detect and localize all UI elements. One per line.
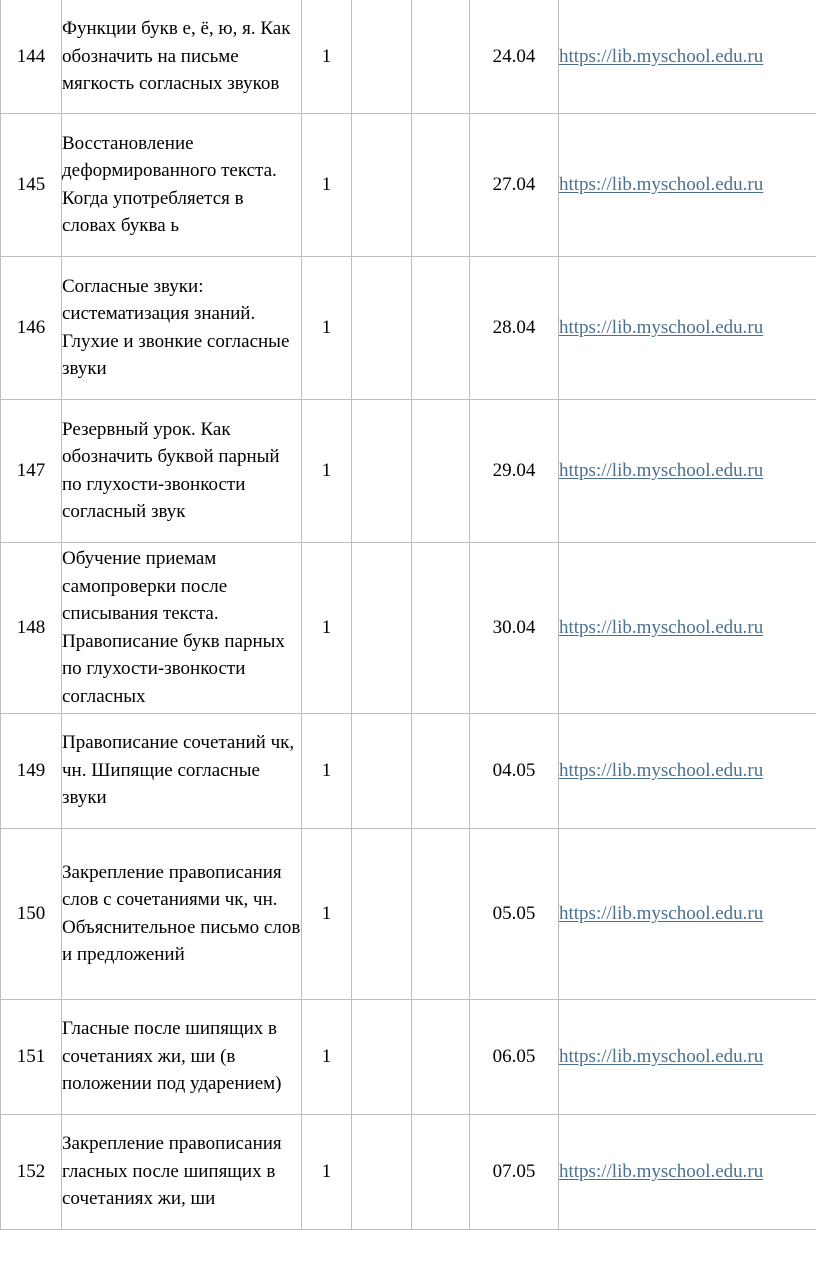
resource-link-cell	[559, 113, 816, 256]
lesson-date: 06.05	[470, 999, 559, 1114]
resource-link-cell	[559, 828, 816, 999]
lesson-number: 148	[1, 542, 62, 713]
empty-cell	[352, 1114, 412, 1229]
table-row	[1, 542, 816, 713]
lesson-topic: Функции букв е, ё, ю, я. Как обозначить на письме мягкость согласных звуков	[62, 0, 302, 113]
lesson-hours: 1	[302, 0, 352, 113]
resource-link[interactable]: https://lib.myschool.edu.ru	[559, 173, 764, 195]
lesson-number: 150	[1, 828, 62, 999]
empty-cell	[412, 399, 470, 542]
empty-cell	[352, 713, 412, 828]
table-row	[1, 256, 816, 399]
resource-link[interactable]: https://lib.myschool.edu.ru	[559, 759, 764, 781]
lesson-hours: 1	[302, 542, 352, 713]
lesson-date: 27.04	[470, 113, 559, 256]
empty-cell	[412, 542, 470, 713]
resource-link-cell	[559, 256, 816, 399]
empty-cell	[412, 713, 470, 828]
lesson-number: 145	[1, 113, 62, 256]
lesson-hours: 1	[302, 256, 352, 399]
lesson-number: 144	[1, 0, 62, 113]
resource-link-cell	[559, 1114, 816, 1229]
empty-cell	[352, 0, 412, 113]
lesson-topic: Обучение приемам самопроверки после списывания текста. Правописание букв парных по глухости-звонкости согласных	[62, 542, 302, 713]
empty-cell	[352, 999, 412, 1114]
empty-cell	[412, 999, 470, 1114]
empty-cell	[352, 399, 412, 542]
lesson-date: 28.04	[470, 256, 559, 399]
resource-link[interactable]: https://lib.myschool.edu.ru	[559, 316, 764, 338]
lesson-hours: 1	[302, 828, 352, 999]
table-row	[1, 713, 816, 828]
lesson-date: 04.05	[470, 713, 559, 828]
lesson-date: 29.04	[470, 399, 559, 542]
table-row	[1, 1114, 816, 1229]
empty-cell	[412, 256, 470, 399]
table-row	[1, 399, 816, 542]
empty-cell	[352, 113, 412, 256]
lesson-number: 152	[1, 1114, 62, 1229]
lesson-hours: 1	[302, 113, 352, 256]
empty-cell	[352, 256, 412, 399]
resource-link[interactable]: https://lib.myschool.edu.ru	[559, 45, 764, 67]
resource-link[interactable]: https://lib.myschool.edu.ru	[559, 1160, 764, 1182]
table-row	[1, 828, 816, 999]
table-row	[1, 0, 816, 113]
empty-cell	[412, 1114, 470, 1229]
lesson-number: 151	[1, 999, 62, 1114]
table-row	[1, 999, 816, 1114]
lesson-topic: Согласные звуки: систематизация знаний. Глухие и звонкие согласные звуки	[62, 256, 302, 399]
resource-link[interactable]: https://lib.myschool.edu.ru	[559, 902, 764, 924]
empty-cell	[412, 828, 470, 999]
resource-link-cell	[559, 713, 816, 828]
empty-cell	[412, 0, 470, 113]
lesson-number: 149	[1, 713, 62, 828]
lesson-date: 24.04	[470, 0, 559, 113]
lesson-date: 30.04	[470, 542, 559, 713]
lesson-topic: Гласные после шипящих в сочетаниях жи, ши (в положении под ударением)	[62, 999, 302, 1114]
resource-link[interactable]: https://lib.myschool.edu.ru	[559, 616, 764, 638]
lesson-date: 07.05	[470, 1114, 559, 1229]
lesson-number: 147	[1, 399, 62, 542]
lesson-hours: 1	[302, 713, 352, 828]
lesson-topic: Правописание сочетаний чк, чн. Шипящие согласные звуки	[62, 713, 302, 828]
lesson-hours: 1	[302, 399, 352, 542]
lesson-hours: 1	[302, 999, 352, 1114]
table-row	[1, 113, 816, 256]
lesson-number: 146	[1, 256, 62, 399]
empty-cell	[412, 113, 470, 256]
resource-link[interactable]: https://lib.myschool.edu.ru	[559, 1045, 764, 1067]
resource-link-cell	[559, 999, 816, 1114]
resource-link-cell	[559, 399, 816, 542]
empty-cell	[352, 828, 412, 999]
lesson-topic: Восстановление деформированного текста. Когда употребляется в словах буква ь	[62, 113, 302, 256]
lesson-hours: 1	[302, 1114, 352, 1229]
resource-link-cell	[559, 0, 816, 113]
empty-cell	[352, 542, 412, 713]
resource-link-cell	[559, 542, 816, 713]
lesson-topic: Закрепление правописания гласных после шипящих в сочетаниях жи, ши	[62, 1114, 302, 1229]
lesson-topic: Резервный урок. Как обозначить буквой парный по глухости-звонкости согласный звук	[62, 399, 302, 542]
lesson-date: 05.05	[470, 828, 559, 999]
lesson-topic: Закрепление правописания слов с сочетаниями чк, чн. Объяснительное письмо слов и предложений	[62, 828, 302, 999]
resource-link[interactable]: https://lib.myschool.edu.ru	[559, 459, 764, 481]
